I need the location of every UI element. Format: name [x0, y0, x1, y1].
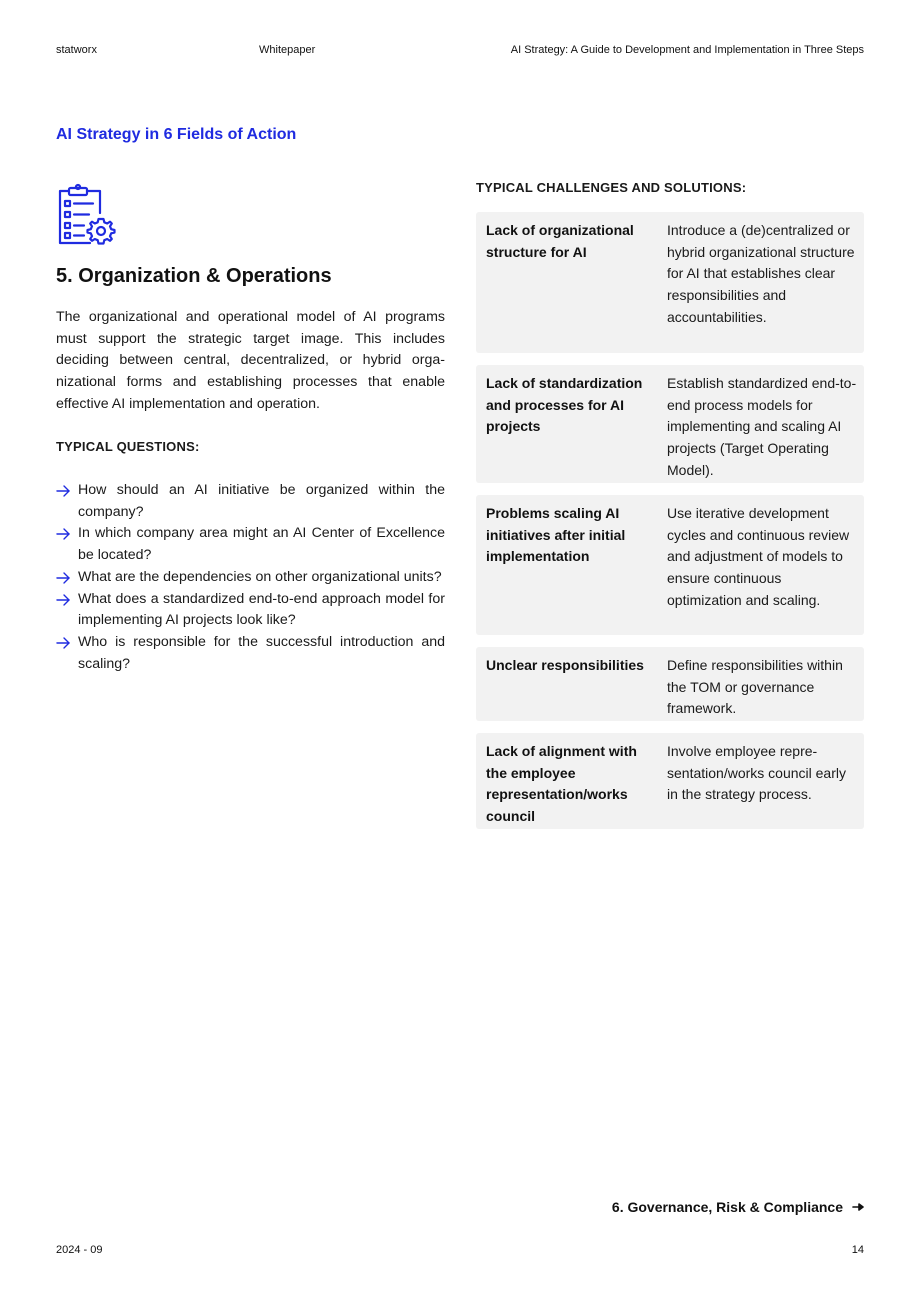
solution-text: Establish standardized end-to-end process models for implementing and scaling AI projects (Target Operating Model). [667, 375, 857, 478]
challenge-text: Lack of organizational structure for AI [486, 222, 634, 260]
arrow-right-icon [852, 1202, 864, 1212]
question-text: In which company area might an AI Center of Excellence be located? [78, 525, 445, 564]
list-item [56, 589, 445, 632]
list-item [56, 523, 445, 566]
list-item [56, 480, 445, 523]
header-doc-type: Whitepaper [259, 44, 316, 56]
solution-text: Use iterative development cycles and continuous review and adjustment of models to ensure continuous optimization and scaling. [667, 505, 850, 608]
solution-text: Define responsibilities within the TOM or governance framework. [667, 657, 843, 717]
arrow-right-icon [56, 594, 70, 606]
header-brand: statworx [56, 44, 97, 56]
challenge-text: Unclear responsibilities [486, 657, 644, 673]
list-item [56, 567, 445, 589]
challenge-card [476, 365, 864, 483]
section-title: AI Strategy in 6 Fields of Action [56, 126, 297, 143]
footer-date: 2024 - 09 [56, 1244, 103, 1256]
list-item [56, 632, 445, 675]
intro-paragraph: The organizational and operational model of AI programs must support the strategic target image. This includes deciding between central, decentralized, or hybrid organizational forms and establishing processes that enable effective AI implementation and operation. [56, 309, 445, 412]
question-text: What does a standardized end-to-end approach model for implementing AI projects look like? [78, 590, 445, 629]
question-text: What are the dependencies on other organizational units? [78, 568, 442, 585]
challenge-card [476, 733, 864, 829]
arrow-right-icon [56, 637, 70, 649]
arrow-right-icon [56, 485, 70, 497]
page-number: 14 [851, 1244, 864, 1256]
challenges-heading: TYPICAL CHALLENGES AND SOLUTIONS: [476, 180, 747, 195]
header-doc-title: AI Strategy: A Guide to Development and Implementation in Three Steps [510, 44, 864, 56]
questions-list [56, 480, 445, 675]
question-text: Who is responsible for the successful introduction and scaling? [78, 633, 445, 672]
next-section-link[interactable] [612, 1199, 864, 1215]
clipboard-gear-icon [56, 183, 118, 247]
challenge-text: Lack of alignment with the employee representation/works council [486, 743, 637, 825]
question-text: How should an AI initiative be organized within the company? [78, 482, 445, 520]
challenge-text: Problems scaling AI initiatives after initial implementation [486, 505, 626, 565]
next-section-label: 6. Governance, Risk & Compliance [611, 1199, 843, 1215]
arrow-right-icon [56, 572, 70, 584]
arrow-right-icon [56, 528, 70, 540]
solution-text: Introduce a (de)centralized or hybrid organizational structure for AI that establishes clear responsibilities and accountabilities. [667, 222, 855, 325]
challenge-card [476, 495, 864, 635]
section-heading: 5. Organization & Operations [56, 265, 332, 287]
questions-heading: TYPICAL QUESTIONS: [56, 439, 200, 454]
challenge-text: Lack of standardization and processes for AI projects [486, 375, 643, 435]
challenge-card [476, 647, 864, 721]
challenge-card [476, 212, 864, 353]
solution-text: Involve employee representation/works council early in the strategy process. [667, 743, 846, 803]
